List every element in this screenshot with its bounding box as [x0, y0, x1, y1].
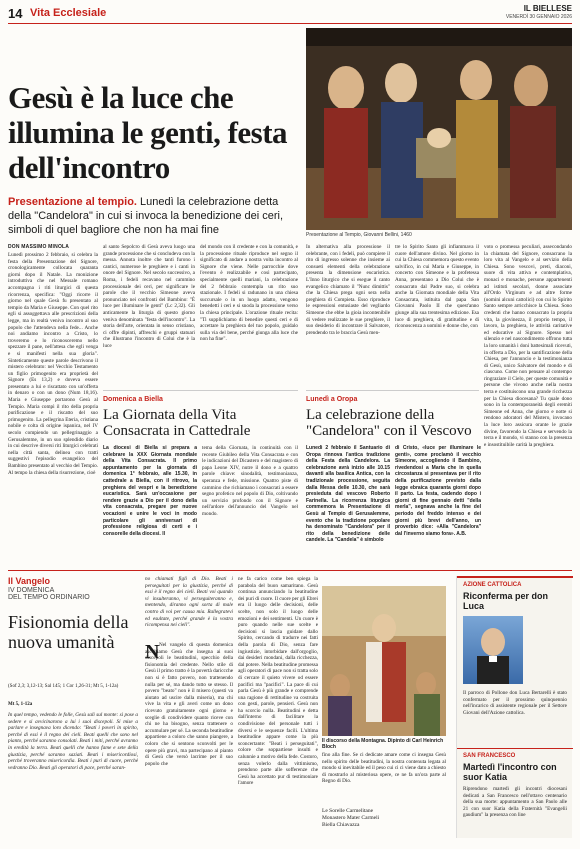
commentary-spacer: [322, 576, 446, 582]
byline: DON MASSIMO MINOLA: [8, 244, 70, 250]
gospel-text-1: In quel tempo, vedendo le folle, Gesù salì sul monte: si pose a sedere e si avvicinarono a lui i suoi discepoli. Si mise a parlare e insegnava loro dicendo: "Beati i poveri in spirito, perché di essi è il regno dei cieli. Beati quelli che sono nel pianto, perché saranno consolati. Beati i miti, perché avranno in eredità la terra. Beati quelli che hanno fame e sete della giustizia, perché saranno saziati. Beati i misericordiosi, perché troveranno misericordia. Beati i puri di cuore, perché vedranno Dio. Beati gli operatori di pace, perché saran-: [8, 712, 138, 771]
vangelo-label: Il Vangelo: [8, 576, 51, 586]
sermon-image-caption: Il discorso della Montagna. Dipinto di Carl Heinrich Bloch: [322, 738, 444, 750]
sub1-kicker: Domenica a Biella: [103, 396, 163, 403]
section-divider: [8, 570, 572, 571]
vangelo-references: (Sof 2,3; 3,12-13; Sal 145; 1 Cor 1,26-31; Mt 5, 1-12a): [8, 684, 119, 689]
kicker-text: Lunedì la celebrazione detta della "Candelora" in cui si invoca la benedizione dei ceri, simboli di quel bagliore che non ha mai fine: [8, 196, 284, 236]
painting-illustration: [306, 28, 572, 230]
page-header: [8, 4, 572, 24]
article-column-4: In alternativa alla processione il celebrante, con i fedeli, può compiere il rito di ingresso solenne che insieme ai consueti elementi della celebrazione presenta la dimensione eucaristica. L'Inno liturgico che si esegue il canto evangelico chiamato il "Nunc dimittis" che la Chiesa prega ogni sera nella preghiera di Compieta. Esso riproduce le espressioni entusiaste del vegliardo Simeone che ebbe la gioia incontenibile di vedere realizzate le sue preghiere, il suo desiderio di incontrare il Salvatore, prendendo tra le braccia Gesù men-: [306, 244, 390, 336]
kicker-bold: Presentazione al tempio.: [8, 196, 137, 208]
sub2-column-b: di Cristo, «luce per illuminare le genti», come proclamò il vecchio Simeone, accogliendo il Bambino, rivedendosi a Maria che in quella circostanza si presentava per il rito della purificazione previsto dalla legge ebraica quaranta giorni dopo il parto. La festa, cadendo dopo i giorni di fine gennaio detti "della merla", segnava anche la fine del periodo del freddo intenso e dei giorni più brevi dell'anno, un proverbio dice: «Alla "Candelora" dal l'inverno siamo fora». A.B.: [395, 445, 481, 537]
sub2-title: La celebrazione della "Candelora" con il Vescovo: [306, 407, 472, 439]
sermon-illustration: [322, 586, 446, 736]
vangelo-sub1: IV DOMENICA: [8, 587, 55, 594]
sermon-mount-image: [322, 586, 446, 736]
don-luca-photo: [463, 616, 523, 684]
sidebar-divider: [457, 748, 573, 749]
main-kicker: [8, 195, 303, 237]
vangelo-sub2: DEL TEMPO ORDINARIO: [8, 594, 90, 601]
divider: [103, 390, 298, 391]
sidebar-kicker-2: SAN FRANCESCO: [463, 753, 516, 759]
commentary-column-3: fino alla fine. Se ci dedicate amare come ci insegna Gesù nello spirito delle beatitudini, la nostra contenuta legata al mondo si inevitabile ed il peso cui ci ci viene dato a chiesto di mostrarlo al misteriosa opere, ce ne fa un'ora parte al Regno di Dio.: [322, 752, 446, 785]
article-column-3: del mondo con il credente e con la comunità, e la processione rituale riproduce nel segno il significato di andare a nostra volta incontro al Signore che viene. Nelle parrocchie dove l'evento è realizzabile e così partecipato, specialmente quelli mariani, la celebrazione del 2 febbraio contempla un rito suo stazionale. I fedeli si radunano in una chiesa succursale o in un luogo adatto, vengono benedetti i ceri e si snoda la processione verso la chiesa principale. L'orazione rituale recita: "Ti supplichiamo di benedire questi ceri e di accettare la preghiera del tuo popolo, guidalo sulla via del bene, perché giunga alla luce che non ha fine".: [200, 244, 298, 343]
article-column-5: tre lo Spirito Santo gli infiammava il cuore dell'amore divino. Nel giorno in cui la Chiesa commemora questo evento salvifico, in cui Maria e Giuseppe, in concerto con Simeone e la profetessa Anna, presentano a Dio Colui che è consacrato dal Padre suo, si celebra anche la Giornata mondiale della Vita Consacrata, istituita dal papa San Giovanni Paolo II che quest'anno giunge alla sua trentesima edizione. Esa luce di preghiera, di gratitudine e di riconoscenza a uomini e donne che, con: [395, 244, 479, 330]
painting-caption: Presentazione al Tempio, Giovanni Bellini, 1460: [306, 232, 412, 238]
issue-date: VENERDÌ 30 GENNAIO 2026: [505, 14, 572, 20]
sidebar-text-2: Riprendono martedì gli incontri diocesani dedicati a San Francesco nell'ottavo centenario della sua morte: appuntamento a San Paolo alle 21 con suor Katia della Fraternità "Evangelii gaudium" la presenza con line: [463, 786, 567, 819]
article-column-6: voto o promessa peculiari, assecondando la chiamata del Signore, consacrano la loro vita al Vangelo e al servizio della Chiesa. Sono vescovi, preti, diaconi, suore di vita attiva e contemplativa, monaci e monache, persone appartenenti ad istituti secolari, donne associate all'Ordo Virginum e ad altre forme (uomini alcuni cattolici) con cui lo Spirito Santo sempre arricchisce la Chiesa. Sono credenti che hanno consacrato la propria vita, la giovinezza, il proprio tempo, il lavoro, la preghiera, le attività caritative ed educative al Signore. Spesso nel silenzio e nel nascondimento offrono tutta la loro umanità i doni battesimali ricevuti, in offerta a Dio, per la santificazione della Chiesa, per l'annuncio e la testimonianza di Gesù, unico Salvatore del mondo e di ciascuno. Come non pensare al contempo ringraziare il Cielo, per queste comunità e persone che vivono anche nella nostra terra e costituiscono una grande ricchezza per la Chiesa diocesana? Tu quale dono sono in la contemporaneità degli eremiti Simeone ed Anna, che giorno e notte si rendono adoratori del Mistero, invocano la luce loro assicura orante le grazie divine, favorendo la Chiesa e servendo la terra e il mondo, vi stanno con la presenza e insostituibile carità la preghiera.: [484, 244, 572, 448]
section-title: Vita Ecclesiale: [30, 7, 107, 19]
signature-line-1: Le Sorelle Carmelitane: [322, 808, 374, 814]
commentary-column-1: Nel vangelo di questa domenica ascoltiamo Gesù che insegna ai suoi discepoli le beatitudini, specchio della fisionomia del credente. Nello stile di Gesù il primo tratto è la povertà dariccche non si è fatto povero, non trattenendo nulla per sé, ma dando tutto se stesso. Il povero "beato" non è il misero (questi va aiutato ad uscire dalla miseria), ma chi vive la vita e gli averi come un dono ricevuto gratuitamente ogni giorno e sceglie di condividere quanto riceve con chi ne ha bisogno, senza trattenere o accumulare per sé. La seconda beatitudine appartiene a coloro che sanno piangere, a coloro che si sentono sconvolti per le opere più gravi, ma partecipano al pianto di Gesù che versò lacrime per il suo popolo che: [145, 642, 233, 767]
sidebar-title-2: Martedì l'incontro con suor Katia: [463, 762, 557, 782]
page-number: 14: [8, 6, 23, 21]
signature: [322, 808, 379, 829]
vangelo-passage-ref: Mt 5, 1-12a: [8, 702, 33, 707]
sidebar-kicker-1: AZIONE CATTOLICA: [463, 582, 522, 588]
sub2-kicker: Lunedì a Oropa: [306, 396, 358, 403]
sub1-title: La Giornata della Vita Consacrata in Cattedrale: [103, 407, 251, 439]
portrait-icon: [463, 616, 523, 684]
sub2-column-a: Lunedì 2 febbraio il Santuario di Oropa rinnova l'antica tradizione della Festa della Candelora. La celebrazione avrà inizio alle 10.15 davanti alla basilica Antica, con la tradizionale processione, seguita dalla Messa delle 10.30, che sarà presieduta dal vescovo Roberto Farinella. La ricorrenza liturgica commemora la Presentazione di Gesù al Tempio di Gerusalemme, evento che la tradizione popolare ha denominato "Candelora" per il rito della benedizione delle candele. La "Candela" è simbolo: [306, 445, 390, 544]
sidebar-news: [456, 576, 572, 838]
main-headline: Gesù è la luce che illumina le genti, festa dell'incontro: [8, 80, 288, 185]
newspaper-name: IL BIELLESE: [523, 4, 572, 13]
divider: [306, 390, 479, 391]
sub1-column-a: La diocesi di Biella si prepara a celebrare la XXX Giornata mondiale della Vita Consacrata. Il primo appuntamento per la giornata di domenica 1° febbraio, alle 15.30, in cattedrale a Biella, con il ritrovo, la preghiera del vespri e la benedizione eucaristica. Sarà un'occasione per rendere grazie a Dio per il dono della vita consacrata, pregare per nuove vocazioni e unire le voci in modo particolare gli anniversari di professione religiosa di certi e i consorelle della diocesi. Il: [103, 445, 197, 537]
gospel-text-2: no chiamati figli di Dio. Beati i perseguitati per la giustizia, perché di essi è il regno dei cieli. Beati voi quando vi insulteranno, vi perseguiteranno e, mentendo, diranno ogni sorta di male contro di voi per causa mia. Rallegratevi ed esultate, perché grande è la vostra ricompensa nei cieli".: [145, 576, 233, 629]
sub1-column-b: tema della Giornata, in continuità con il recente Giubileo della Vita Consacrata e con le indicazioni del Dicastero e del magistero di papa Leone XIV, nutre il dono e a quattro parole chiave: sinodalità, testimonianza, speranza e fede, missione. Quattro piste di cammino che richiamano i consacrati a essere segno profetico nel popolo di Dio, coltivando un servizio profondo con il Signore e nell'ardore dell'annuncio del Vangelo nel mondo.: [202, 445, 298, 517]
sidebar-title-1: Riconferma per don Luca: [463, 591, 549, 611]
sidebar-top-bar: [457, 576, 573, 578]
signature-line-2: Monastero Mater Carmeli: [322, 815, 380, 821]
signature-line-3: Biella Chiavazza: [322, 822, 360, 828]
painting-image: [306, 28, 572, 230]
vangelo-header: [8, 576, 90, 601]
vangelo-title: Fisionomia della nuova umanità: [8, 612, 129, 652]
article-column-2: al santo Sepolcro di Gesù aveva luogo una grande processione che si concludeva con la messa. Annota inoltre che tanti furono i cantici, numerose le preghiere e i canti in onore del Signore. Nel secolo successivo, a Roma, i fedeli recavano nel cammino processionale dei ceri, per significare le parole che il vecchio Simeone aveva pronunciato nei confronti del Bambino: "È luce per illuminare le genti" (Lc 2,32). Gli anticamente la liturgia di questo giorno veniva denominata "festa dell'incontro". La storia dell'arte, orientata in senso cristiano, ci offre dipinti, affreschi e gruppi statuari che illustrano l'incontro di Colui che è la luce: [103, 244, 195, 349]
commentary-column-2b: ne fa carico come ben spiega la parabola del buon samaritano. Gesù continua annunciando la beatitudine dei puri di cuore. Il cuore per gli Ebrei era il luogo delle decisioni, delle scelte, non solo il luogo delle emozioni e dei sentimenti. Un cuore è puro quando nelle sue scelte e decisioni si lascia guidare dallo Spirito, cercando di tradurre nei fatti della parola di Dio, senza fare ingiustizie, intorbidare dall'orgoglio, dai desideri mondani, dalla ricchezza, dal potere. Nella beatitudine promessa agli operatori di pace non si tratta solo di cercare il quieto vivere od essere pacifici ma "pacifici". La pace di cui parla Gesù è più grande e comprende una ragione di rettitudine va costruita con gesti, parole, pensieri. Gesù non ha scorcio nulla. Beatitudini e detta dall'interno di facilitare la condivisione del personale tutti i diversi e le sequenze facili. L'ultima beatitudine appare come la più sconcertante: "Beati i perseguitati", colore che soppartiene insulti e calunnie a motivo della fede. Costoro, senza volerlo dalla vittimismo, prendono parte alle sofferenze che Gesù ha accettato pur di testimoniare l'amore: [238, 576, 318, 787]
sidebar-text-1: Il parroco di Pollone don Luca Bertarelli è stato confermato per il prossimo quinquennio nell'incarico di assistente regionale per il Settore Giovani dell'Azione cattolica.: [463, 690, 567, 716]
article-column-1: Lunedì prossimo 2 febbraio, si celebra la festa della Presentazione del Signore, cronologicamente collocata quaranta giorni dopo il Natale. La monizione introduttiva che nel Messale romano accompagna i riti liturgici di questa ricorrenza, specifica: "Oggi ricorre il giorno nel quale Gesù fu presentato al tempio da Maria e Giuseppe. Con quel rito egli si assoggettava alle prescrizioni della legge, ma in realtà veniva incontro al suo popolo che l'attendeva nella fede... Anche noi andiamo incontro a Cristo, lo troveremo e lo riconosceremo nello spezzare il pane, nell'attesa che egli venga e si manifesti nella sua gloria". Sinteticamente queste parole descrivono il mistero celebrato: nel Vecchio Testamento un figlio primogenito era proprietà del Signore (Es 13,2) e doveva essere presentato a lui e riscattato con un'offerta in denaro o con un dono (Num 18,16). Maria e Giuseppe portarono Gesù al Tempio. Maria compì il rito della propria purificazione e il riscatto del suo primogenito. La pellegrina Eteria, cristiana nobile e colta di origine ispanica, nel IV secolo compiendo un pellegrinaggio a Gerusalemme, in un suo splendido diario in cui descrive diversi riti liturgici celebrati nella città santa, delinea con tratti suggestivi l'episodio evangelico del Bambino presentato al vecchio del Tempio. Al tempo la chiesa della risurrezione, cioè: [8, 252, 98, 476]
dropcap: N: [145, 641, 160, 663]
